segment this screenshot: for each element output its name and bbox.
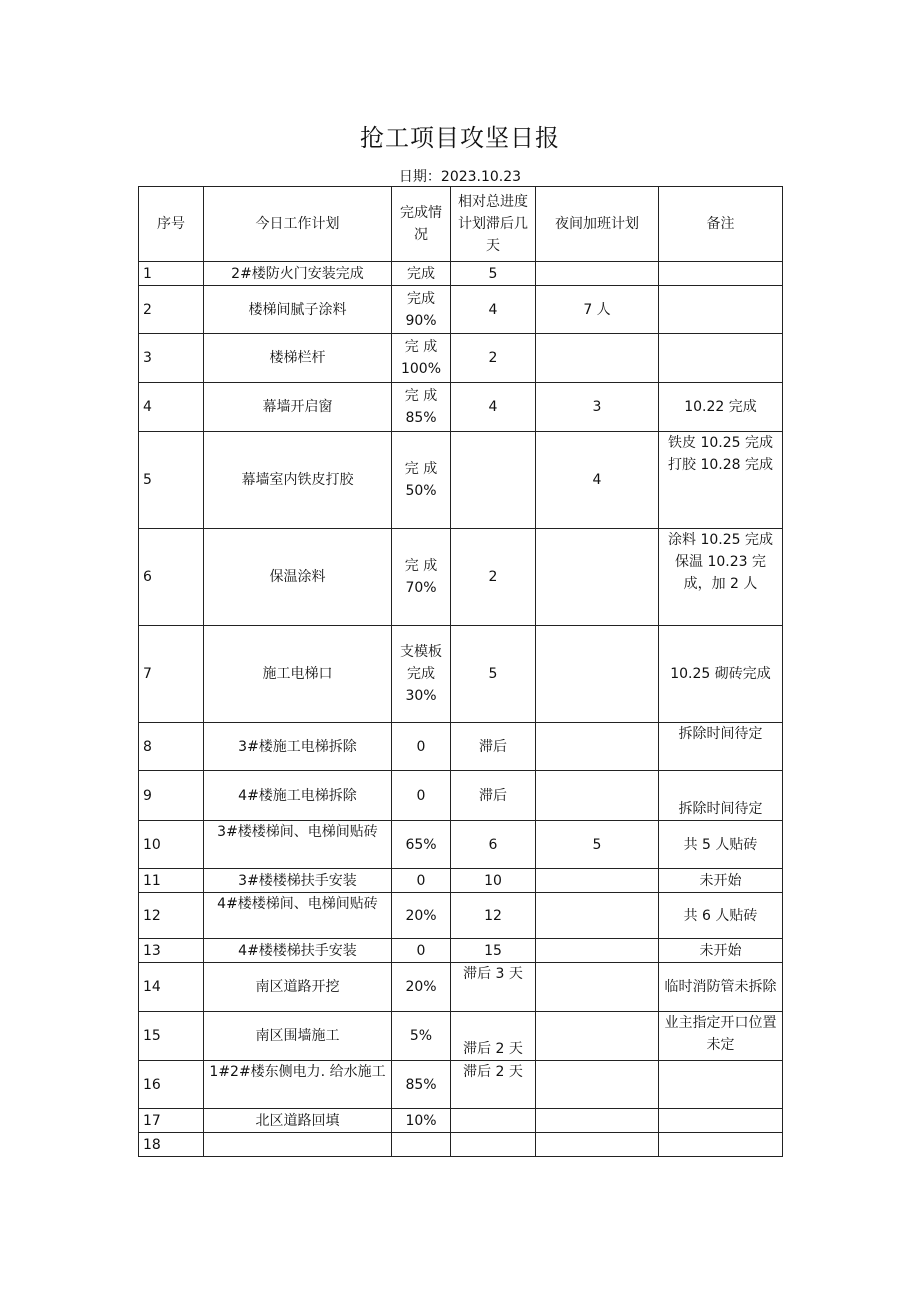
cell-status: 完成 90% (392, 286, 451, 334)
report-date: 日期：2023.10.23 (398, 169, 522, 185)
cell-no: 13 (139, 939, 204, 963)
cell-status: 20% (392, 893, 451, 939)
cell-delay: 4 (451, 383, 536, 432)
cell-night (536, 723, 659, 771)
cell-delay: 2 (451, 334, 536, 383)
cell-status: 支模板 完成 30% (392, 626, 451, 723)
cell-status: 完 成 50% (392, 432, 451, 529)
cell-plan: 3#楼施工电梯拆除 (204, 723, 392, 771)
cell-night (536, 939, 659, 963)
cell-delay: 4 (451, 286, 536, 334)
cell-status (392, 1133, 451, 1157)
table-row (139, 893, 783, 939)
table-row (139, 262, 783, 286)
cell-no: 10 (139, 821, 204, 869)
cell-no: 7 (139, 626, 204, 723)
cell-night: 3 (536, 383, 659, 432)
cell-remark: 铁皮 10.25 完成 打胶 10.28 完成 (659, 432, 783, 529)
table-row (139, 432, 783, 529)
cell-plan: 施工电梯口 (204, 626, 392, 723)
cell-remark (659, 1133, 783, 1157)
cell-status: 10% (392, 1109, 451, 1133)
cell-no: 18 (139, 1133, 204, 1157)
cell-remark (659, 262, 783, 286)
cell-night (536, 334, 659, 383)
table-row (139, 383, 783, 432)
header-remark: 备注 (659, 187, 783, 262)
table-row (139, 626, 783, 723)
header-plan: 今日工作计划 (204, 187, 392, 262)
cell-delay: 5 (451, 626, 536, 723)
header-night: 夜间加班计划 (536, 187, 659, 262)
cell-night (536, 771, 659, 821)
cell-delay: 5 (451, 262, 536, 286)
cell-remark: 未开始 (659, 939, 783, 963)
cell-no: 9 (139, 771, 204, 821)
cell-delay: 滞后 2 天 (451, 1012, 536, 1061)
table-row (139, 1133, 783, 1157)
cell-plan: 保温涂料 (204, 529, 392, 626)
cell-status: 65% (392, 821, 451, 869)
cell-no: 3 (139, 334, 204, 383)
cell-night (536, 869, 659, 893)
cell-remark: 拆除时间待定 (659, 771, 783, 821)
cell-night: 5 (536, 821, 659, 869)
cell-plan: 幕墙室内铁皮打胶 (204, 432, 392, 529)
cell-plan (204, 1133, 392, 1157)
cell-delay: 2 (451, 529, 536, 626)
cell-no: 1 (139, 262, 204, 286)
cell-plan: 北区道路回填 (204, 1109, 392, 1133)
cell-remark: 业主指定开口位置未定 (659, 1012, 783, 1061)
cell-status: 完 成 85% (392, 383, 451, 432)
cell-delay: 滞后 2 天 (451, 1061, 536, 1109)
cell-night (536, 1133, 659, 1157)
cell-plan: 3#楼楼梯间、电梯间贴砖 (204, 821, 392, 869)
cell-remark: 拆除时间待定 (659, 723, 783, 771)
cell-night (536, 1061, 659, 1109)
header-status: 完成情况 (392, 187, 451, 262)
cell-status: 20% (392, 963, 451, 1012)
cell-status: 0 (392, 771, 451, 821)
cell-remark: 涂料 10.25 完成 保温 10.23 完成，加 2 人 (659, 529, 783, 626)
cell-remark (659, 1061, 783, 1109)
cell-status: 完 成 70% (392, 529, 451, 626)
cell-delay: 滞后 (451, 771, 536, 821)
cell-plan: 楼梯栏杆 (204, 334, 392, 383)
cell-no: 5 (139, 432, 204, 529)
table-row (139, 1109, 783, 1133)
cell-no: 17 (139, 1109, 204, 1133)
table-row (139, 1012, 783, 1061)
cell-plan: 1#2#楼东侧电力. 给水施工 (204, 1061, 392, 1109)
cell-no: 16 (139, 1061, 204, 1109)
cell-no: 8 (139, 723, 204, 771)
table-row (139, 771, 783, 821)
cell-no: 11 (139, 869, 204, 893)
cell-delay (451, 1109, 536, 1133)
cell-status: 5% (392, 1012, 451, 1061)
table-row (139, 963, 783, 1012)
cell-status: 85% (392, 1061, 451, 1109)
cell-night (536, 893, 659, 939)
cell-status: 0 (392, 723, 451, 771)
cell-night (536, 626, 659, 723)
cell-plan: 3#楼楼梯扶手安装 (204, 869, 392, 893)
cell-remark: 10.25 砌砖完成 (659, 626, 783, 723)
header-delay: 相对总进度计划滞后几天 (451, 187, 536, 262)
table-header-row (139, 187, 783, 262)
cell-plan: 南区围墙施工 (204, 1012, 392, 1061)
cell-remark: 共 6 人贴砖 (659, 893, 783, 939)
header-no: 序号 (139, 187, 204, 262)
cell-night (536, 1012, 659, 1061)
cell-status: 完成 (392, 262, 451, 286)
cell-night: 4 (536, 432, 659, 529)
cell-delay: 10 (451, 869, 536, 893)
cell-remark (659, 286, 783, 334)
cell-remark: 共 5 人贴砖 (659, 821, 783, 869)
cell-status: 完 成 100% (392, 334, 451, 383)
cell-no: 12 (139, 893, 204, 939)
cell-no: 14 (139, 963, 204, 1012)
cell-status: 0 (392, 869, 451, 893)
table-row (139, 939, 783, 963)
cell-remark: 临时消防管未拆除 (659, 963, 783, 1012)
cell-remark: 未开始 (659, 869, 783, 893)
cell-plan: 楼梯间腻子涂料 (204, 286, 392, 334)
cell-no: 6 (139, 529, 204, 626)
cell-delay: 15 (451, 939, 536, 963)
table-row (139, 869, 783, 893)
cell-night (536, 262, 659, 286)
table-row (139, 821, 783, 869)
cell-night (536, 1109, 659, 1133)
cell-no: 4 (139, 383, 204, 432)
cell-night (536, 963, 659, 1012)
cell-plan: 4#楼施工电梯拆除 (204, 771, 392, 821)
cell-plan: 幕墙开启窗 (204, 383, 392, 432)
cell-delay: 滞后 3 天 (451, 963, 536, 1012)
cell-plan: 4#楼楼梯扶手安装 (204, 939, 392, 963)
cell-delay: 6 (451, 821, 536, 869)
cell-delay (451, 1133, 536, 1157)
cell-no: 15 (139, 1012, 204, 1061)
cell-delay: 12 (451, 893, 536, 939)
cell-remark: 10.22 完成 (659, 383, 783, 432)
cell-status: 0 (392, 939, 451, 963)
table-row (139, 723, 783, 771)
cell-night (536, 529, 659, 626)
cell-delay (451, 432, 536, 529)
report-title: 抢工项目攻坚日报 (360, 124, 560, 152)
table-row (139, 334, 783, 383)
cell-no: 2 (139, 286, 204, 334)
cell-delay: 滞后 (451, 723, 536, 771)
cell-plan: 南区道路开挖 (204, 963, 392, 1012)
table-row (139, 1061, 783, 1109)
table-row (139, 529, 783, 626)
cell-plan: 4#楼楼梯间、电梯间贴砖 (204, 893, 392, 939)
cell-remark (659, 1109, 783, 1133)
cell-night: 7 人 (536, 286, 659, 334)
daily-report-table (138, 186, 783, 1157)
cell-plan: 2#楼防火门安装完成 (204, 262, 392, 286)
cell-remark (659, 334, 783, 383)
table-row (139, 286, 783, 334)
